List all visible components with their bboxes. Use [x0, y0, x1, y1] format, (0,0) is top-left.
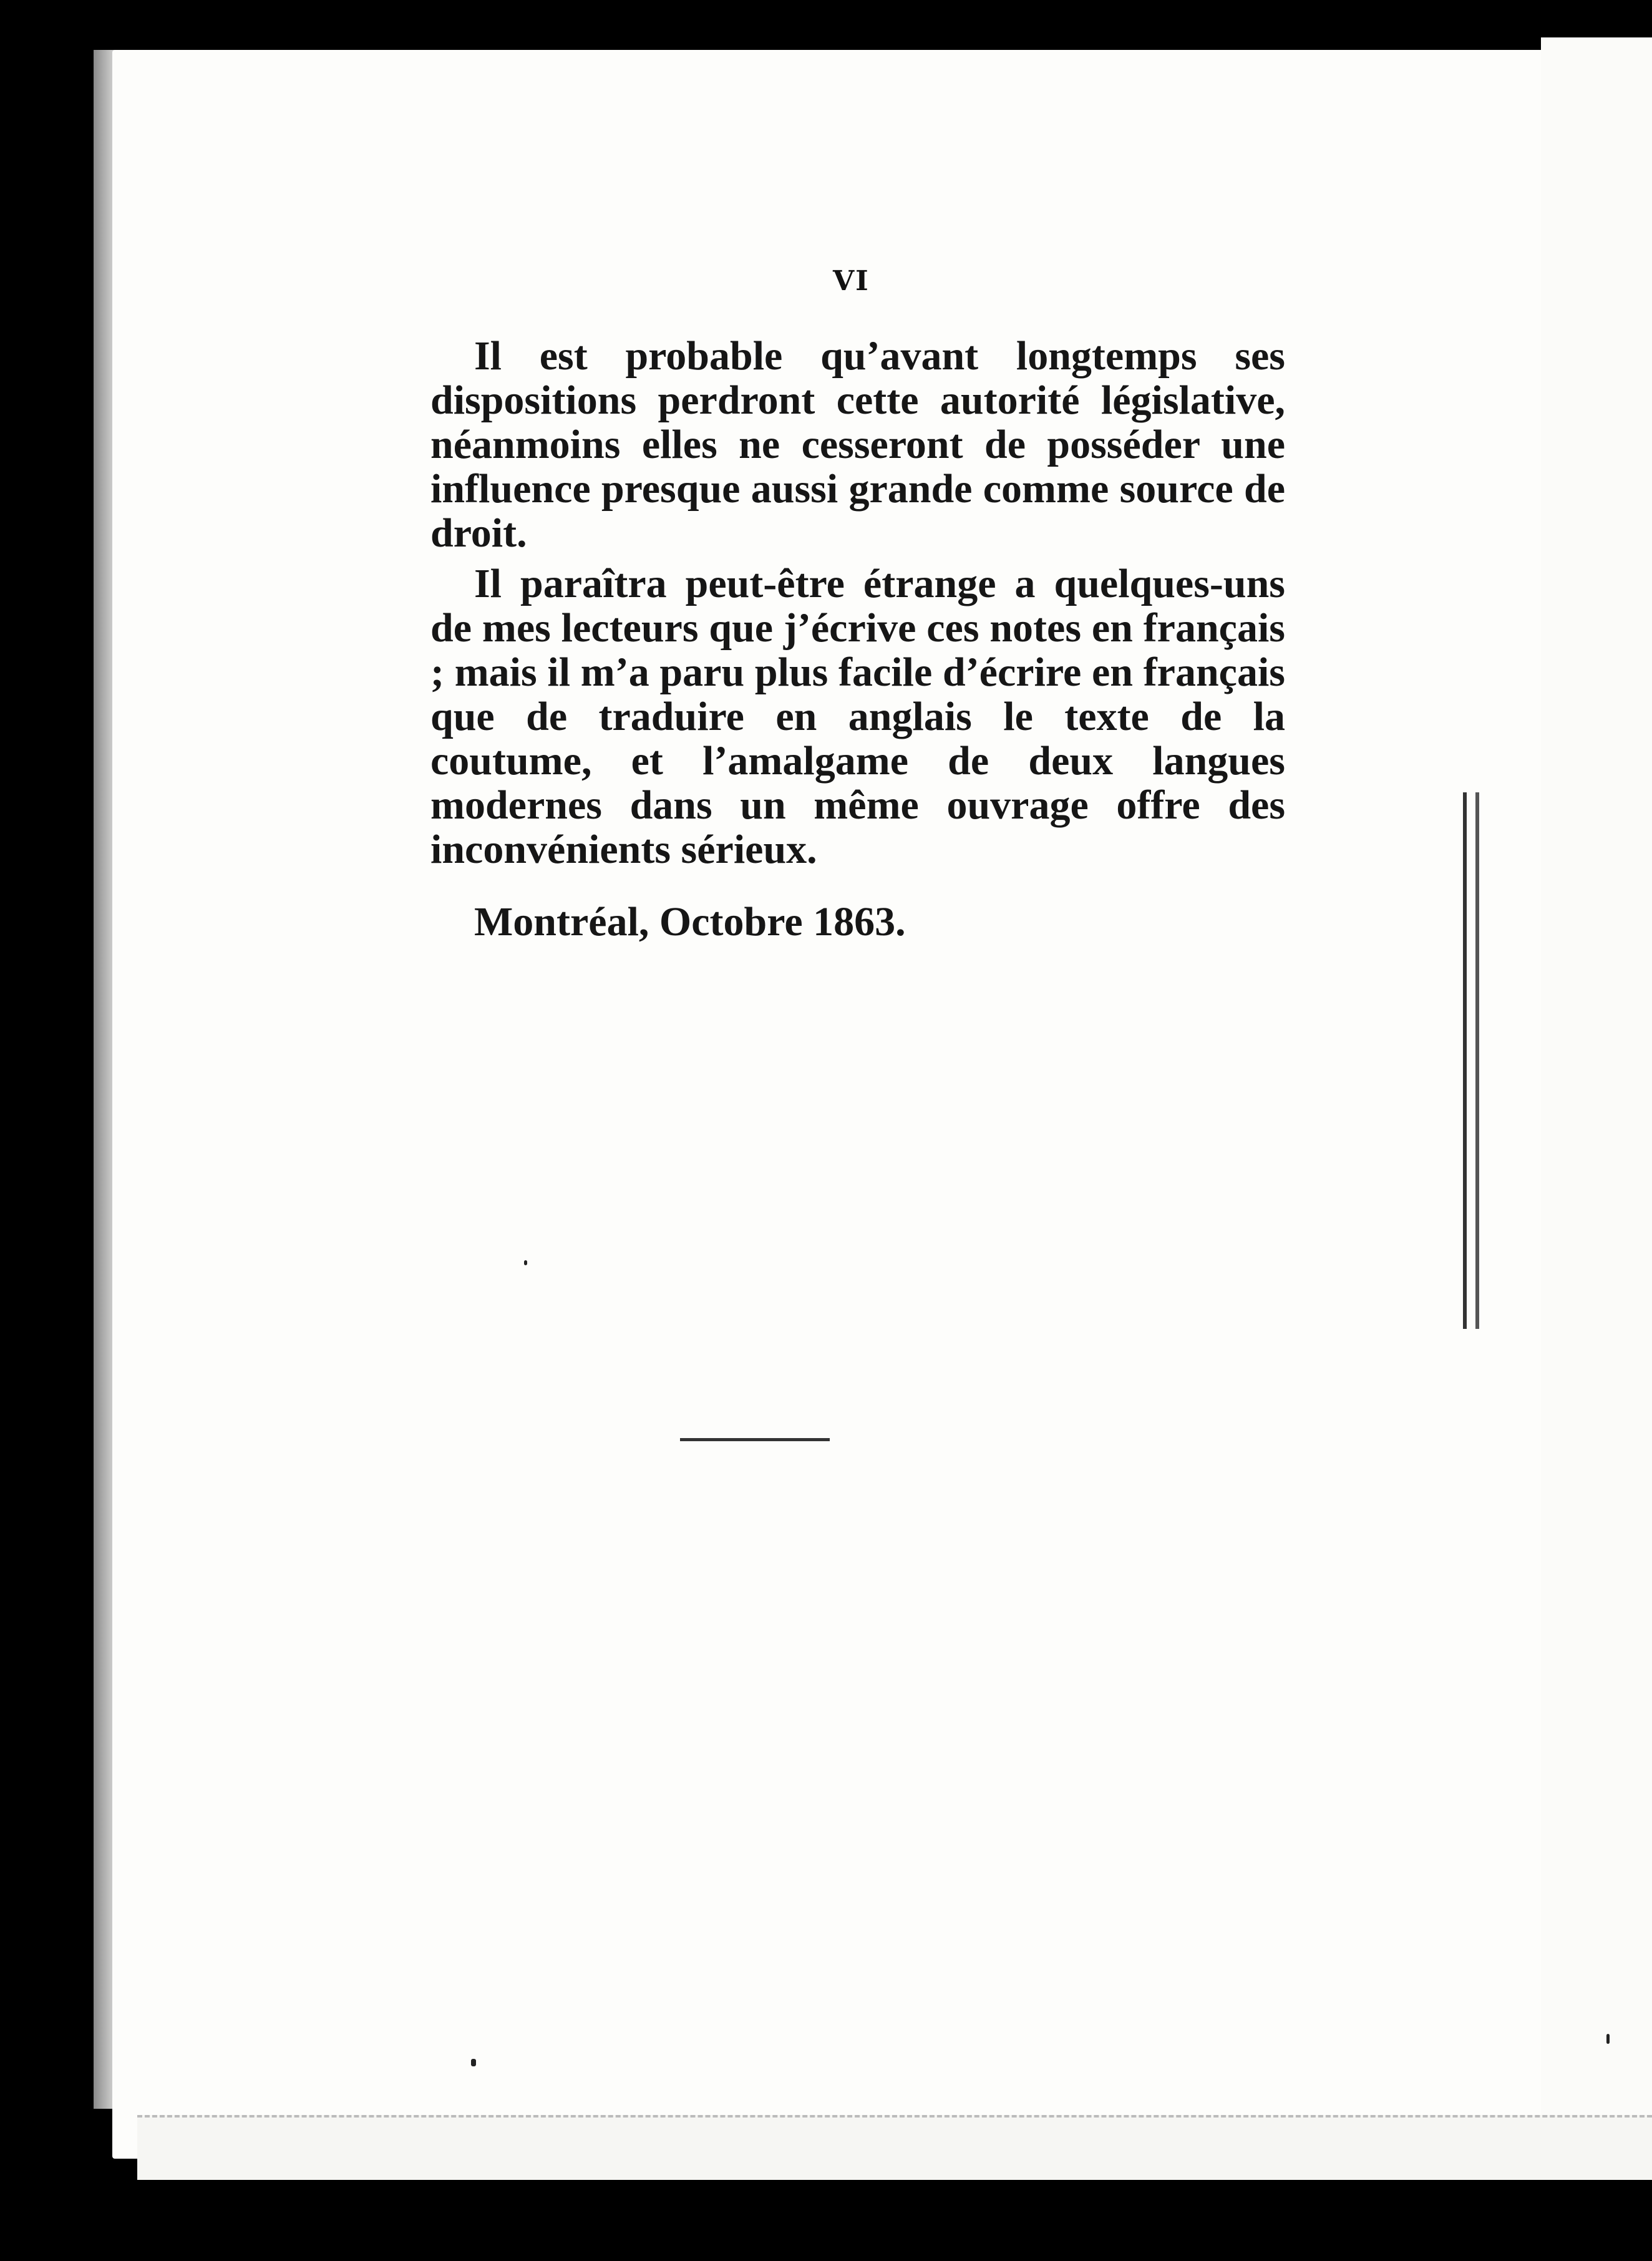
ink-speck — [524, 1260, 527, 1265]
body-text — [430, 334, 1285, 878]
paragraph-2: Il paraîtra peut-être étrange a quelques-uns de mes lecteurs que j’écrive ces notes en français ; mais il m’a paru plus facile d’écrire en français que de traduire en anglais le texte de la coutume, et l’amalgame de deux langues modernes dans un même ouvrage offre des inconvénients sérieux. — [430, 561, 1285, 872]
next-page-edge — [1541, 37, 1652, 2171]
paragraph-1: Il est probable qu’avant longtemps ses dispositions perdront cette autorité législative, néanmoins elles ne cesseront de posséder une influence presque aussi grande comme source de droit. — [430, 333, 1285, 556]
place-date-signature: Montréal, Octobre 1863. — [474, 899, 906, 945]
margin-bracket — [1463, 792, 1479, 1329]
ink-speck — [471, 2059, 476, 2066]
page-number: VI — [833, 265, 870, 297]
page-bottom-edge — [137, 2115, 1652, 2180]
ink-speck — [1606, 2034, 1610, 2044]
bleed-through-rule — [680, 1438, 830, 1441]
